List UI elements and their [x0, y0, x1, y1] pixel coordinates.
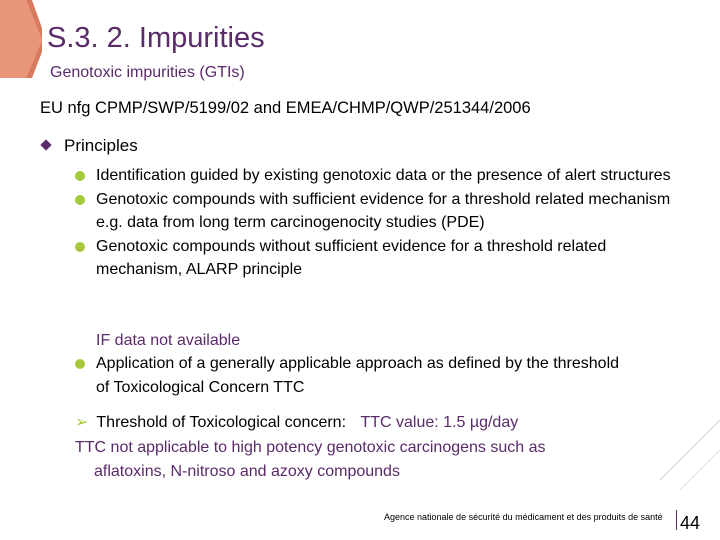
green-dot-bullet-icon [75, 195, 85, 205]
principle-text: Genotoxic compounds without sufficient evidence for a threshold related mechanism, ALARP principle [96, 237, 607, 278]
if-no-data-text: Application of a generally applicable approach as defined by the threshold of Toxicological Concern TTC [96, 355, 620, 396]
list-item [74, 164, 684, 188]
page-number: 44 [680, 513, 701, 533]
slide-title: S.3. 2. Impurities [47, 22, 265, 54]
list-item [74, 188, 684, 235]
threshold-row [75, 412, 518, 432]
ttc-not-applicable [75, 436, 635, 483]
list-item [74, 235, 684, 282]
corner-decoration-top-left [0, 0, 42, 78]
footer-agency-name: Agence nationale de sécurité du médicament et des produits de santé [384, 512, 663, 522]
footer-divider [676, 510, 677, 530]
ttc-not-applicable-line-2: aflatoxins, N-nitroso and azoxy compounds [94, 462, 400, 480]
principles-heading: Principles [64, 136, 138, 155]
guideline-reference: EU nfg CPMP/SWP/5199/02 and EMEA/CHMP/QWP/251344/2006 [40, 99, 531, 117]
if-no-data-list [74, 352, 634, 399]
ttc-not-applicable-line-1: TTC not applicable to high potency genotoxic carcinogens such as [75, 439, 546, 456]
principles-list [74, 164, 684, 282]
green-dot-bullet-icon [75, 359, 85, 369]
threshold-value: TTC value: 1.5 µg/day [360, 414, 519, 431]
green-dot-bullet-icon [75, 242, 85, 252]
slide-subtitle: Genotoxic impurities (GTIs) [50, 64, 245, 81]
arrow-bullet-icon: ➢ [75, 414, 89, 431]
list-item [74, 352, 634, 399]
principles-heading-row [42, 136, 138, 156]
green-dot-bullet-icon [75, 171, 85, 181]
principle-text: Genotoxic compounds with sufficient evidence for a threshold related mechanism e.g. data from long term carcinogenocity studies (PDE) [96, 190, 671, 231]
principle-text: Identification guided by existing genotoxic data or the presence of alert structures [96, 167, 671, 184]
if-no-data-heading: IF data not available [96, 332, 241, 349]
threshold-label: Threshold of Toxicological concern: [96, 414, 347, 431]
diamond-bullet-icon [40, 139, 51, 150]
